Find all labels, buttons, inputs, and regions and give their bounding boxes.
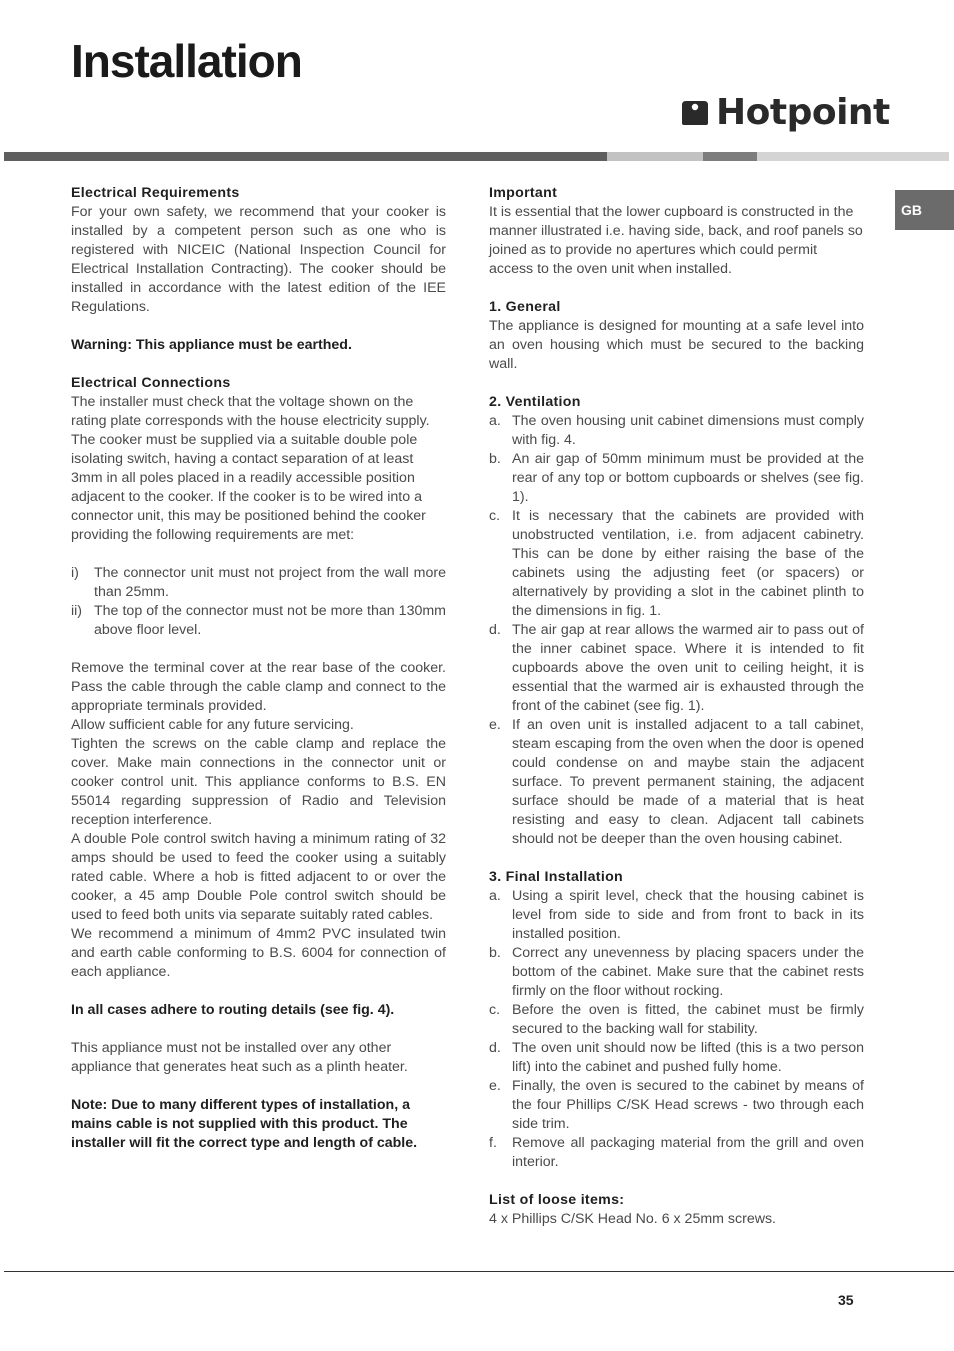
tighten-text: Tighten the screws on the cable clamp and replace the cover. Make main connections in the connector unit or cooker control unit. This appliance conforms to B.S. EN 55014 regarding suppression of Radio and Television reception interference. — [71, 736, 446, 828]
final-installation-item — [489, 1039, 864, 1077]
list-text: Before the oven is fitted, the cabinet must be firmly secured to the backing wall for stability. — [512, 1002, 864, 1037]
list-text: The oven housing unit cabinet dimensions must comply with fig. 4. — [512, 413, 864, 448]
footer-divider — [4, 1271, 954, 1272]
list-text: Remove all packaging material from the grill and oven interior. — [512, 1135, 864, 1170]
important-heading: Important — [489, 185, 558, 201]
list-text: An air gap of 50mm minimum must be provided at the rear of any top or bottom cupboards or shelves (see fig. 1). — [512, 451, 864, 505]
servicing-text: Allow sufficient cable for any future servicing. — [71, 717, 354, 733]
ventilation-heading: 2. Ventilation — [489, 394, 581, 410]
list-text: The air gap at rear allows the warmed air to pass out of the inner cabinet space. Where it is intended to fit cupboards above the oven unit to ceiling height, it is essential that the warmed air is exhausted through the front of the cabinet (see fig. 1). — [512, 622, 864, 714]
list-text: The connector unit must not project from the wall more than 25mm. — [94, 565, 446, 600]
list-marker: b. — [489, 945, 501, 961]
list-marker: ii) — [71, 603, 83, 619]
final-installation-item — [489, 887, 864, 944]
list-text: It is necessary that the cabinets are provided with unobstructed ventilation, i.e. from adjacent cabinetry. This can be done by either raising the base of the cabinets using the adjusting feet (or spacers) or alternatively by providing a slot in the cabinet plinth to the dimensions in fig. 1. — [512, 508, 864, 619]
important-text: It is essential that the lower cupboard is constructed in the manner illustrated i.e. having side, back, and roof panels so joined as to provide no apertures which could permit access to the oven unit when installed. — [489, 204, 863, 277]
final-installation-item — [489, 1077, 864, 1134]
electrical-requirements-text: For your own safety, we recommend that your cooker is installed by a competent person such as one who is registered with NICEIC (National Inspection Council for Electrical Installation Contracting). The cooker should be installed in accordance with the latest edition of the IEE Regulations. — [71, 204, 446, 315]
final-installation-item — [489, 944, 864, 1001]
brand-name: Hotpoint — [716, 91, 890, 133]
right-column — [489, 184, 864, 1229]
list-text: Correct any unevenness by placing spacers under the bottom of the cabinet. Make sure that the cabinet rests firmly on the floor without rocking. — [512, 945, 864, 999]
list-marker: e. — [489, 1078, 501, 1094]
electrical-connections-heading: Electrical Connections — [71, 375, 231, 391]
final-installation-item — [489, 1134, 864, 1172]
terminal-text: Remove the terminal cover at the rear base of the cooker. Pass the cable through the cable clamp and connect to the appropriate terminals provided. — [71, 660, 446, 714]
ventilation-item — [489, 716, 864, 849]
cable-text: We recommend a minimum of 4mm2 PVC insulated twin and earth cable conforming to B.S. 6004 for connection of each appliance. — [71, 926, 446, 980]
routing-note: In all cases adhere to routing details (see fig. 4). — [71, 1002, 395, 1018]
hotpoint-logo-icon — [680, 97, 710, 127]
final-installation-item — [489, 1001, 864, 1039]
list-text: The oven unit should now be lifted (this is a two person lift) into the cabinet and pushed fully home. — [512, 1040, 864, 1075]
final-installation-heading: 3. Final Installation — [489, 869, 624, 885]
list-marker: i) — [71, 565, 79, 581]
brand-logo — [680, 92, 890, 132]
header-color-band — [4, 152, 949, 161]
list-marker: a. — [489, 413, 501, 429]
list-text: Finally, the oven is secured to the cabinet by means of the four Phillips C/SK Head screws - two through each side trim. — [512, 1078, 864, 1132]
mains-cable-note: Note: Due to many different types of installation, a mains cable is not supplied with this product. The installer will fit the correct type and length of cable. — [71, 1097, 418, 1151]
ventilation-item — [489, 450, 864, 507]
requirement-item — [71, 602, 446, 640]
list-marker: d. — [489, 1040, 501, 1056]
list-marker: c. — [489, 508, 501, 524]
electrical-requirements-heading: Electrical Requirements — [71, 185, 240, 201]
loose-items-heading: List of loose items: — [489, 1192, 625, 1208]
requirement-item — [71, 564, 446, 602]
heat-text: This appliance must not be installed over any other appliance that generates heat such as a plinth heater. — [71, 1040, 408, 1075]
left-column — [71, 184, 446, 1153]
list-text: If an oven unit is installed adjacent to a tall cabinet, steam escaping from the oven when the door is opened could condense on and maybe stain the adjacent surface. To prevent permanent staining, the adjacent surface should be made of a material that is heat resisting and easy to clean. Adjacent tall cabinets should not be deeper than the oven housing cabinet. — [512, 717, 864, 847]
earth-warning: Warning: This appliance must be earthed. — [71, 337, 352, 353]
list-text: The top of the connector must not be more than 130mm above floor level. — [94, 603, 446, 638]
list-marker: e. — [489, 717, 501, 733]
general-heading: 1. General — [489, 299, 561, 315]
language-tab: GB — [895, 190, 954, 230]
ventilation-item — [489, 412, 864, 450]
list-marker: d. — [489, 622, 501, 638]
list-marker: f. — [489, 1135, 497, 1151]
list-marker: b. — [489, 451, 501, 467]
page-number: 35 — [838, 1292, 854, 1308]
switch-text: A double Pole control switch having a minimum rating of 32 amps should be used to feed the cooker using a suitably rated cable. Where a hob is fitted adjacent to or over the cooker, a 45 amp Double Pole control switch should be used to feed both units via separate suitably rated cables. — [71, 831, 446, 923]
general-text: The appliance is designed for mounting at a safe level into an oven housing which must be secured to the backing wall. — [489, 318, 864, 372]
list-marker: a. — [489, 888, 501, 904]
ventilation-item — [489, 507, 864, 621]
ventilation-item — [489, 621, 864, 716]
page-title: Installation — [71, 35, 302, 87]
electrical-connections-text: The installer must check that the voltage shown on the rating plate corresponds with the house electricity supply. The cooker must be supplied via a suitable double pole isolating switch, having a contact separation of at least 3mm in all poles placed in a readily accessible position adjacent to the cooker. If the cooker is to be wired into a connector unit, this may be positioned behind the cooker providing the following requirements are met: — [71, 394, 430, 543]
list-text: Using a spirit level, check that the housing cabinet is level from side to side and from front to back in its installed position. — [512, 888, 864, 942]
loose-items-text: 4 x Phillips C/SK Head No. 6 x 25mm screws. — [489, 1211, 776, 1227]
list-marker: c. — [489, 1002, 501, 1018]
